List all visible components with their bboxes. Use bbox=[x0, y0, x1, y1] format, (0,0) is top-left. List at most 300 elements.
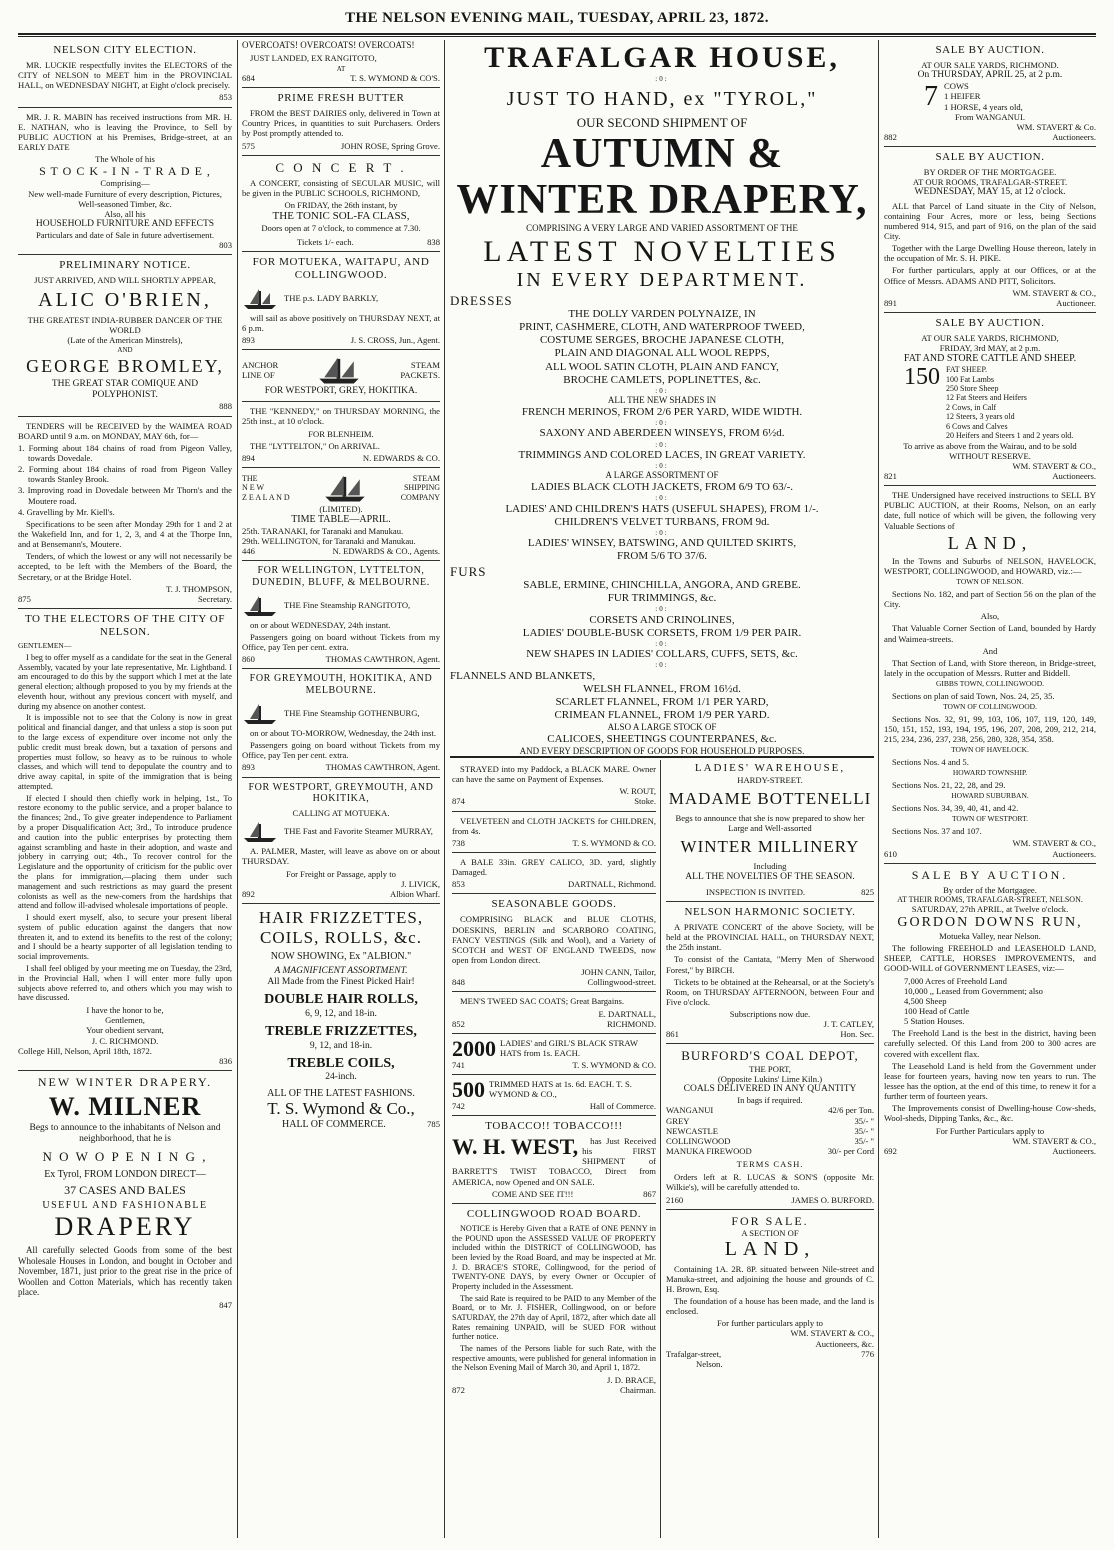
category-heading: DRESSES bbox=[450, 292, 513, 308]
price-row: NEWCASTLE 35/- " bbox=[666, 1125, 874, 1136]
ad-text: A. PALMER, Master, will leave as above on or about THURSDAY. bbox=[242, 846, 440, 867]
steamship-icon bbox=[242, 592, 278, 618]
masthead-rule bbox=[18, 33, 1096, 37]
ad-number: 893 bbox=[242, 334, 255, 345]
ad-line: PACKETS. bbox=[400, 370, 440, 381]
ad-title: NELSON HARMONIC SOCIETY. bbox=[684, 905, 856, 918]
ad-title: FOR MOTUEKA, WAITAPU, AND COLLINGWOOD. bbox=[252, 255, 430, 281]
ad-line: FRENCH MERINOS, FROM 2/6 PER YARD, WIDE WIDTH. bbox=[521, 406, 803, 419]
ad-line: STEAM bbox=[412, 473, 440, 483]
ad-line: SABLE, ERMINE, CHINCHILLA, ANGORA, AND GREBE. bbox=[523, 578, 801, 591]
ad-line: CRIMEAN FLANNEL, FROM 1/9 PER YARD. bbox=[554, 709, 770, 722]
ad-text: Sections Nos. 21, 22, 28, and 29. bbox=[892, 780, 1006, 791]
ad-line: COSTUME SERGES, BROCHE JAPANESE CLOTH, bbox=[539, 334, 785, 347]
ad-big-number: 2000 bbox=[452, 1035, 496, 1061]
ad-text: Orders left at R. LUCAS & SON'S (opposite Mr. Wilkie's), will be carefully attended to. bbox=[666, 1172, 874, 1193]
ad-line: THE GREATEST INDIA-RUBBER DANCER OF THE WORLD bbox=[27, 315, 223, 336]
ad-line: LADIES' DOUBLE-BUSK CORSETS, FROM 1/9 PER PAIR. bbox=[522, 626, 802, 639]
ad-line: JUST ARRIVED, AND WILL SHORTLY APPEAR, bbox=[34, 275, 216, 286]
ad-line: ANCHOR bbox=[242, 359, 279, 370]
ad-line: I have the honor to be, bbox=[86, 1005, 164, 1016]
separator: :0: bbox=[655, 440, 669, 449]
separator: :0: bbox=[655, 494, 669, 503]
ad-number: 874 bbox=[452, 796, 465, 807]
price-row: GREY 35/- " bbox=[666, 1115, 874, 1126]
ad-text: Tenders, of which the lowest or any will not necessarily be accepted, to be left with the Members of the Board, the Secretary, or at the Bridge Hotel. bbox=[18, 551, 232, 582]
separator: :0: bbox=[655, 605, 669, 614]
masthead: THE NELSON EVENING MAIL, TUESDAY, APRIL 23, 1872. bbox=[345, 10, 769, 26]
ad-line: COALS DELIVERED IN ANY QUANTITY bbox=[683, 1084, 857, 1095]
ad-heading: S T O C K - I N - T R A D E , bbox=[39, 164, 211, 179]
ad-subheading: GIBBS TOWN, COLLINGWOOD. bbox=[935, 679, 1045, 689]
ad-heading: FOR WESTPORT, GREY, HOKITIKA. bbox=[264, 386, 418, 397]
ad-heading: T. S. Wymond & Co., bbox=[267, 1099, 415, 1119]
ad-line: LINE OF bbox=[242, 370, 275, 381]
ad-signature: WM. STAVERT & CO., bbox=[790, 1328, 874, 1339]
ad-title: TOBACCO!! TOBACCO!!! bbox=[485, 1120, 623, 1133]
ad-signature: T. S. WYMOND & CO. bbox=[572, 1059, 656, 1070]
ad-heading: TREBLE COILS, bbox=[287, 1055, 395, 1071]
ad-line: TRIMMINGS AND COLORED LACES, IN GREAT VARIETY. bbox=[518, 448, 806, 461]
list-item: 1 HEIFER bbox=[944, 91, 981, 102]
column-divider bbox=[237, 40, 238, 1538]
ad-signature: JOHN CANN, Tailor, bbox=[581, 967, 656, 978]
ad-signature: Hon. Sec. bbox=[840, 1029, 874, 1040]
ad-text: Sections on plan of said Town, Nos. 24, 25, 35. bbox=[892, 691, 1055, 702]
ad-text: VELVETEEN and CLOTH JACKETS for CHILDREN, from 4s. bbox=[452, 815, 656, 836]
ad-number: 741 bbox=[452, 1059, 465, 1070]
ad-subheading: HOWARD TOWNSHIP. bbox=[952, 768, 1028, 778]
ad-line: WEDNESDAY, MAY 15, at 12 o'clock. bbox=[914, 187, 1066, 198]
ad-text: Specifications to be seen after Monday 29th for 1 and 2 at the Wakefield Inn, and for 1, 2, 3, and 4 at the Thorpe Inn, and at Bensemann's, Moutere. bbox=[18, 518, 232, 550]
list-item: 29th. WELLINGTON, for Taranaki and Manukau. bbox=[242, 536, 416, 547]
ad-number: 776 bbox=[861, 1348, 874, 1359]
ad-heading: IN EVERY DEPARTMENT. bbox=[516, 268, 808, 291]
list-item: 12 Steers, 3 years old bbox=[946, 412, 1015, 422]
ad-text: Sections Nos. 32, 91, 99, 103, 106, 107, 119, 120, 149, 150, 151, 152, 193, 194, 195, 196, 207, 208, 209, 212, 214, 215, 234, 236, 237, 238, 256, 280, 328, 354, 358. bbox=[884, 714, 1096, 745]
ad-signature: Auctioneers. bbox=[1052, 848, 1096, 859]
ad-text: LADIES' and GIRL'S BLACK STRAW HATS from 1s. EACH. bbox=[500, 1037, 638, 1058]
ad-title: C O N C E R T . bbox=[275, 159, 407, 175]
ad-line: NOW SHOWING, Ex "ALBION." bbox=[270, 951, 412, 963]
ad-line: THE bbox=[242, 473, 258, 483]
list-item: 20 Heifers and Steers 1 and 2 years old. bbox=[946, 431, 1074, 441]
ad-number: 785 bbox=[427, 1119, 440, 1130]
ad-line: AT bbox=[336, 64, 346, 73]
ad-subheading: TOWN OF HAVELOCK. bbox=[951, 745, 1029, 755]
ad-subheading: TOWN OF COLLINGWOOD. bbox=[943, 702, 1037, 712]
ad-line: Trafalgar-street, bbox=[666, 1348, 722, 1359]
ad-line: For further particulars apply to bbox=[717, 1318, 823, 1329]
ad-heading: HAIR FRIZZETTES, bbox=[258, 908, 424, 928]
ad-line: THE Fine Steamship RANGITOTO, bbox=[284, 599, 411, 610]
ad-text: The Improvements consist of Dwelling-house Cow-sheds, Wool-sheds, Dipping Tanks, &c., &c. bbox=[884, 1103, 1096, 1124]
ad-number: 446 bbox=[242, 546, 255, 557]
list-item: 25th. TARANAKI, for Taranaki and Manukau. bbox=[242, 525, 404, 536]
ad-title: SEASONABLE GOODS. bbox=[491, 898, 617, 911]
ad-number: 610 bbox=[884, 848, 897, 859]
ad-heading: AUTUMN & WINTER DRAPERY, bbox=[456, 130, 868, 223]
ad-heading: HOUSEHOLD FURNITURE AND EFFECTS bbox=[35, 218, 215, 229]
ad-number: 575 bbox=[242, 140, 255, 151]
ad-heading: W. H. WEST, bbox=[452, 1134, 579, 1160]
ad-line: WITHOUT RESERVE. bbox=[949, 450, 1031, 461]
ad-line: Doors open at 7 o'clock, to commence at 7.30. bbox=[261, 223, 421, 234]
ad-signature: Auctioneers, &c. bbox=[815, 1338, 874, 1349]
ad-line: ALL THE NEW SHADES IN bbox=[607, 395, 717, 406]
ad-number: 738 bbox=[452, 837, 465, 848]
ad-number: 852 bbox=[452, 1018, 465, 1029]
ad-number: 853 bbox=[219, 92, 232, 103]
ad-signature: Stoke. bbox=[634, 796, 656, 807]
ad-signature: Auctioneers. bbox=[1052, 1145, 1096, 1156]
ad-line: SATURDAY, 27th APRIL, at Twelve o'clock. bbox=[911, 904, 1069, 915]
steamship-icon bbox=[322, 472, 368, 504]
ad-line: College Hill, Nelson, April 18th, 1872. bbox=[18, 1045, 152, 1056]
ad-number: 803 bbox=[219, 240, 232, 251]
ad-line: 6, 9, 12, and 18-in. bbox=[305, 1008, 377, 1019]
ad-text: Sections Nos. 4 and 5. bbox=[892, 757, 969, 768]
ad-line: (Late of the American Minstrels), bbox=[67, 335, 183, 346]
list-item: 4,500 Sheep bbox=[904, 995, 947, 1006]
ad-subheading: TOWN OF WESTPORT. bbox=[951, 814, 1028, 824]
trafalgar-house-ad bbox=[450, 40, 874, 754]
ad-number: 848 bbox=[452, 977, 465, 988]
ad-heading: GORDON DOWNS RUN, bbox=[897, 914, 1083, 930]
ad-line: THE DOLLY VARDEN POLYNAIZE, IN bbox=[568, 307, 756, 320]
ad-line: A MAGNIFICENT ASSORTMENT. bbox=[274, 965, 408, 976]
ad-title: SALE BY AUCTION. bbox=[911, 867, 1069, 882]
column-2 bbox=[242, 40, 440, 1540]
ad-line: A LARGE ASSORTMENT OF bbox=[605, 470, 719, 481]
price-row: MANUKA FIREWOOD 30/- per Cord bbox=[666, 1146, 874, 1156]
ad-text: It is impossible not to see that the Colony is now in great political and financial danger, and that unless a stop is soon put to the large excess of expenditure over income not only the public credit must break down, but a taxation of persons and properties must follow, so heavy as to be ruinous to whole classes, and which will tend to depopulate the country and to drive away capital, in spite of the immigration that is being attempted. bbox=[18, 713, 232, 791]
ad-subheading: TOWN OF NELSON. bbox=[956, 577, 1024, 587]
ad-heading: DRAPERY bbox=[54, 1212, 196, 1242]
list-item: 100 Head of Cattle bbox=[904, 1006, 970, 1017]
ad-line: THE p.s. LADY BARKLY, bbox=[284, 292, 379, 303]
ad-line: ALL THE NOVELTIES OF THE SEASON. bbox=[685, 871, 855, 882]
ad-line: AT OUR SALE YARDS, RICHMOND, bbox=[921, 332, 1059, 343]
ad-line: USEFUL AND FASHIONABLE bbox=[42, 1200, 208, 1212]
ad-signature: J. D. BRACE, bbox=[607, 1374, 656, 1385]
ad-line: Including bbox=[753, 861, 787, 872]
ad-heading: WINTER MILLINERY bbox=[680, 837, 860, 857]
ad-text: The foundation of a house has been made, and the land is enclosed. bbox=[666, 1296, 874, 1317]
ad-heading: LAND, bbox=[947, 532, 1033, 553]
ad-signature: Secretary. bbox=[197, 593, 232, 604]
ad-line: CALLING AT MOTUEKA. bbox=[292, 808, 390, 819]
ad-text: The following FREEHOLD and LEASEHOLD LAND, SHEEP, CATTLE, HORSES IMPROVEMENTS, and GOOD-WILL of GOVERNMENT LEASES, viz:— bbox=[884, 943, 1096, 974]
ad-text: I beg to offer myself as a candidate for the seat in the General Assembly, vacated by your late representative, Mr. Lightband. I am encouraged to do this by the support which I met at the late general election; although proposed to you by my friends at the eleventh hour, without any previous concert with myself, and during my absence on another contest. bbox=[18, 652, 232, 711]
ad-number: 894 bbox=[242, 452, 255, 463]
ad-line: LADIES' AND CHILDREN'S HATS (USEFUL SHAPES), FROM 1/-. bbox=[505, 502, 819, 515]
ad-text: Sections Nos. 34, 39, 40, 41, and 42. bbox=[892, 803, 1019, 814]
ad-text: The said Rate is required to be PAID to any Member of the Board, or to Mr. J. FISHER, Collingwood, on or before SATURDAY, the 27th day of April, 1872, after which date all Rates remaining UNPAID, will be SUED FOR without further notice. bbox=[452, 1293, 656, 1342]
ad-signature: JOHN ROSE, Spring Grove. bbox=[340, 140, 440, 151]
ad-number: 821 bbox=[884, 470, 897, 481]
ad-line: AND bbox=[117, 345, 133, 354]
ad-text: THE "LYTTELTON," On ARRIVAL. bbox=[250, 440, 380, 451]
ad-line: COMPRISING A VERY LARGE AND VARIED ASSORTMENT OF THE bbox=[526, 222, 798, 233]
ad-signature: T. J. THOMPSON, bbox=[166, 583, 232, 594]
ad-line: On THURSDAY, APRIL 25, at 2 p.m. bbox=[917, 70, 1063, 81]
ad-number: 872 bbox=[452, 1385, 465, 1396]
ad-line: Nelson. bbox=[696, 1358, 723, 1369]
section-rule bbox=[450, 756, 874, 758]
ad-line: LADIES' WINSEY, BATSWING, AND QUILTED SKIRTS, bbox=[527, 537, 797, 550]
ad-line: A SECTION OF bbox=[741, 1227, 799, 1238]
ad-signature: Auctioneers. bbox=[1052, 470, 1096, 481]
ad-title: FOR WESTPORT, GREYMOUTH, AND HOKITIKA, bbox=[248, 781, 434, 805]
list-item: COWS bbox=[944, 81, 969, 92]
ad-signature: DARTNALL, Richmond. bbox=[567, 879, 656, 890]
ad-line: AND EVERY DESCRIPTION OF GOODS FOR HOUSEHOLD PURPOSES. bbox=[519, 746, 805, 754]
list-item: 250 Store Sheep bbox=[946, 383, 999, 393]
ad-line: THE Fast and Favorite Steamer MURRAY, bbox=[284, 826, 433, 837]
ad-heading: FOR BLENHEIM. bbox=[308, 428, 374, 439]
ad-text: on or about WEDNESDAY, 24th instant. bbox=[250, 619, 391, 630]
ad-number: 893 bbox=[242, 762, 255, 773]
ad-text: Sections Nos. 37 and 107. bbox=[892, 826, 982, 837]
ad-text: STRAYED into my Paddock, a BLACK MARE. Owner can have the same on Payment of Expenses. bbox=[452, 764, 656, 785]
ad-number: 847 bbox=[219, 1299, 232, 1310]
ad-title: FOR GREYMOUTH, HOKITIKA, AND MELBOURNE. bbox=[249, 673, 433, 697]
ad-line: GENTLEMEN— bbox=[18, 640, 72, 650]
ad-number: 742 bbox=[452, 1100, 465, 1111]
ad-text: TRIMMED HATS at 1s. 6d. EACH. T. S. WYMOND & CO., bbox=[489, 1078, 632, 1100]
ad-text: Passengers going on board without Tickets from my Office, pay Ten per cent. extra. bbox=[242, 740, 440, 761]
ad-number: 867 bbox=[643, 1188, 656, 1199]
ad-line: THE PORT, bbox=[749, 1063, 791, 1074]
ad-line: CALICOES, SHEETINGS COUNTERPANES, &c. bbox=[547, 733, 777, 746]
ad-signature: WM. STAVERT & CO., bbox=[1012, 460, 1096, 471]
ad-line: Particulars and date of Sale in future advertisement. bbox=[35, 230, 215, 241]
list-item: FAT SHEEP. bbox=[946, 365, 988, 375]
list-item: 6 Cows and Calves bbox=[946, 421, 1008, 431]
ad-line: To arrive as above from the Wairau, and to be sold bbox=[903, 440, 1077, 451]
ad-text: will sail as above positively on THURSDAY NEXT, at 6 p.m. bbox=[242, 312, 440, 333]
ad-number: 825 bbox=[861, 886, 874, 897]
ad-title: FOR SALE. bbox=[731, 1213, 809, 1228]
ad-line: SAXONY AND ABERDEEN WINSEYS, FROM 6½d. bbox=[539, 427, 785, 440]
ad-text: The Freehold Land is the best in the district, having been carefully selected. Of this Land from 200 to 300 acres are covered with excellent flax. bbox=[884, 1028, 1096, 1059]
ad-text: TENDERS will be RECEIVED by the WAIMEA ROAD BOARD until 9 a.m. on MONDAY, MAY 6th, for— bbox=[18, 420, 232, 441]
ad-line: 9, 12, and 18-in. bbox=[309, 1040, 373, 1051]
ad-signature: Auctioneers. bbox=[1052, 132, 1096, 143]
ad-line: (LIMITED). bbox=[319, 503, 363, 514]
list-item: 2 Cows, in Calf bbox=[946, 402, 997, 412]
ad-text: JUST LANDED, EX RANGITOTO, bbox=[250, 52, 377, 63]
ad-text: MEN'S TWEED SAC COATS; Great Bargains. bbox=[460, 996, 625, 1007]
price-row: WANGANUI 42/6 per Ton. bbox=[666, 1105, 874, 1116]
separator: :0: bbox=[655, 386, 669, 395]
ad-line: Also, bbox=[980, 611, 1000, 622]
ad-heading: JUST TO HAND, ex "TYROL," bbox=[506, 87, 818, 110]
ad-text: on or about TO-MORROW, Wednesday, the 24th inst. bbox=[250, 728, 437, 739]
ad-signature: E. DARTNALL, bbox=[598, 1008, 656, 1019]
ad-number: 838 bbox=[427, 236, 440, 247]
column-1 bbox=[18, 40, 232, 1540]
ad-line: Motueka Valley, near Nelson. bbox=[939, 931, 1041, 942]
ad-number: 684 bbox=[242, 73, 255, 83]
ad-heading: N O W O P E N I N G , bbox=[42, 1149, 208, 1165]
ad-line: AT THEIR ROOMS, TRAFALGAR-STREET, NELSON. bbox=[897, 894, 1083, 904]
ad-line: BROCHE CAMLETS, POPLINETTES, &c. bbox=[563, 373, 761, 386]
ad-line: SCARLET FLANNEL, FROM 1/1 PER YARD, bbox=[555, 695, 769, 708]
ad-line: Gentlemen, bbox=[105, 1015, 145, 1026]
ad-signature: THOMAS CAWTHRON, Agent. bbox=[325, 762, 440, 773]
ad-number: 892 bbox=[242, 888, 255, 899]
ad-line: SHIPPING bbox=[403, 483, 440, 493]
ad-title: NELSON CITY ELECTION. bbox=[53, 44, 197, 56]
ad-line: N E W bbox=[242, 483, 265, 493]
ad-text: Together with the Large Dwelling House thereon, lately in the occupation of Mr. S. H. PIKE. bbox=[884, 243, 1096, 264]
separator: :0: bbox=[655, 419, 669, 428]
ad-text: FROM the BEST DAIRIES only, delivered in Town at Country Prices, in quantities to suit Purchasers. Orders by Post promptly attended to. bbox=[242, 108, 440, 139]
ad-text: That Section of Land, with Store thereon, in Bridge-street, lately in the occupation of Messrs. Rutter and Biddell. bbox=[884, 657, 1096, 679]
ad-signature: THOMAS CAWTHRON, Agent. bbox=[325, 654, 440, 665]
ad-number: 891 bbox=[884, 297, 897, 308]
ad-big-number: 150 bbox=[904, 364, 940, 391]
ad-text: In the Towns and Suburbs of NELSON, HAVELOCK, WESTPORT, COLLINGWOOD, and HOWARD, viz.:— bbox=[884, 555, 1096, 577]
ad-text: The names of the Persons liable for such Rate, with the respective amounts, were published for general information in the Nelson Evening Mail of March 30, and April 1, 1872. bbox=[452, 1343, 656, 1373]
ad-big-number: 7 bbox=[924, 80, 938, 112]
ad-number: 692 bbox=[884, 1145, 897, 1156]
ad-text: To consist of the Cantata, "Merry Men of Sherwood Forest," by BIRCH. bbox=[666, 954, 874, 975]
ad-text: A CONCERT, consisting of SECULAR MUSIC, will be given in the PUBLIC SCHOOLS, RICHMOND, bbox=[242, 178, 440, 199]
ad-line: New well-made Furniture of every description, Pictures, Well-seasoned Timber, &c. bbox=[28, 188, 222, 209]
ad-heading: FAT AND STORE CATTLE AND SHEEP. bbox=[903, 353, 1077, 365]
ad-line: Comprising— bbox=[100, 178, 150, 189]
list-item: 2. Forming about 184 chains of road from Pigeon Valley towards Stanley Brook. bbox=[18, 464, 232, 485]
ad-line: FRIDAY, 3rd MAY, at 2 p.m. bbox=[939, 343, 1041, 354]
ad-title: TRAFALGAR HOUSE, bbox=[484, 41, 840, 74]
separator: :0: bbox=[655, 528, 669, 537]
ad-line: THE GREAT STAR COMIQUE AND POLYPHONIST. bbox=[51, 379, 199, 401]
list-item: 1 HORSE, 4 years old, bbox=[944, 101, 1023, 112]
ad-line: For Further Particulars apply to bbox=[935, 1125, 1045, 1136]
ad-heading: 37 CASES AND BALES bbox=[64, 1183, 186, 1198]
ad-heading: MADAME BOTTENELLI bbox=[668, 789, 872, 809]
ad-title: SALE BY AUCTION. bbox=[935, 44, 1045, 56]
ad-number: 875 bbox=[18, 593, 31, 604]
ad-text: COMPRISING BLACK and BLUE CLOTHS, DOESKINS, BERLIN and SCARBORO COATING, FANCY VESTINGS (Silk and Wool), and a Variety of SCOTCH and WEST OF ENGLAND TWEEDS, now open from London direct. bbox=[452, 914, 656, 965]
ad-line: FLANNELS AND BLANKETS, bbox=[450, 669, 596, 682]
ad-signature: Hall of Commerce. bbox=[589, 1100, 656, 1111]
ad-line: Ex Tyrol, FROM LONDON DIRECT— bbox=[44, 1168, 206, 1180]
column-3 bbox=[452, 762, 656, 1540]
ad-text: THE "KENNEDY," on THURSDAY MORNING, the 25th inst., at 10 o'clock. bbox=[242, 406, 440, 427]
ad-line: PLAIN AND DIAGONAL ALL WOOL REPPS, bbox=[554, 347, 770, 360]
ad-number: 888 bbox=[219, 401, 232, 412]
ad-signature: T. S. WYMOND & CO. bbox=[572, 837, 656, 848]
ad-heading: GEORGE BROMLEY, bbox=[26, 355, 224, 376]
ad-title: TO THE ELECTORS OF THE CITY OF NELSON. bbox=[24, 612, 226, 638]
ad-line: And bbox=[982, 645, 998, 656]
ad-heading: LATEST NOVELTIES bbox=[483, 234, 841, 268]
ad-signature: N. EDWARDS & CO., Agents. bbox=[332, 546, 440, 557]
ad-text: If elected I should then chiefly work in helping, 1st., To restore economy to the public service, and a proper balance to the finances; 2nd., To give greater independence to Parliament by a proper Disqualification Act; 3rd., To introduce prudence and caution into the public enterprises by protecting them against scrambling and haste in their adoption, and waste and jobbery in carrying out; 4th., To recover control for the Legislature and the opportunity of criticism for the public over the plans for immigration,—placing them under such management and such restrictions as may guard the present colonists as well as the new-comers from the hardships that attend and follow ill-advised wholesale importations of people. bbox=[18, 793, 232, 911]
ad-line: ALL OF THE LATEST FASHIONS. bbox=[267, 1087, 415, 1099]
ad-line: Z E A L A N D bbox=[242, 492, 290, 502]
ad-text: has Just Received his FIRST SHIPMENT of BARRETT'S TWIST TOBACCO, Direct from AMERICA, now Opened and ON SALE. bbox=[452, 1136, 656, 1187]
ad-number: 2160 bbox=[666, 1194, 684, 1205]
ad-line: WELSH FLANNEL, FROM 16½d. bbox=[583, 682, 741, 695]
column-divider bbox=[660, 760, 661, 1538]
ad-line: Your obedient servant, bbox=[86, 1025, 164, 1036]
category-heading: FURS bbox=[450, 563, 487, 579]
ad-big-number: 500 bbox=[452, 1076, 485, 1102]
ad-line: In bags if required. bbox=[737, 1095, 803, 1106]
ad-line: HARDY-STREET. bbox=[737, 774, 803, 785]
column-divider bbox=[444, 40, 445, 1538]
ad-signature: W. ROUT, bbox=[619, 786, 656, 797]
ad-text: A PRIVATE CONCERT of the above Society, will be held at the PROVINCIAL HALL, on THURSDAY NEXT, the 25th instant. bbox=[666, 921, 874, 953]
ad-line: 24-inch. bbox=[325, 1072, 357, 1083]
ad-signature: J. S. CROSS, Jun., Agent. bbox=[350, 334, 440, 345]
ad-line: THE Fine Steamship GOTHENBURG, bbox=[284, 707, 420, 718]
ad-line: TERMS CASH. bbox=[736, 1159, 804, 1170]
ad-line: AT OUR SALE YARDS, RICHMOND. bbox=[921, 59, 1059, 70]
ad-title: SALE BY AUCTION. bbox=[935, 317, 1045, 330]
ad-line: Also, all his bbox=[104, 208, 146, 219]
ad-number: 882 bbox=[884, 132, 897, 143]
ad-line: PRINT, CASHMERE, CLOTH, AND WATERPROOF TWEED, bbox=[519, 321, 805, 334]
ad-line: From WANGANUI. bbox=[954, 111, 1026, 122]
list-item: 1. Forming about 184 chains of road from Pigeon Valley, towards Dovedale. bbox=[18, 442, 232, 464]
steamship-icon bbox=[242, 818, 278, 844]
ad-text: I shall feel obliged by your meeting me on Tuesday, the 23rd, in the Provincial Hall, when I will enter more fully upon subjects above referred to, and others which you may wish to have discussed. bbox=[18, 963, 232, 1003]
ad-text: A BALE 33in. GREY CALICO, 3D. yard, slightly Damaged. bbox=[452, 856, 656, 878]
ad-line: (Opposite Lukins' Lime Kiln.) bbox=[717, 1073, 823, 1084]
ad-number: 836 bbox=[219, 1055, 232, 1066]
ad-text: All carefully selected Goods from some of the best Wholesale Houses in London, and bought in October and November, 1871, just prior to the great rise in the price of Woollen and Cotton Materials, which has recently taken place. bbox=[18, 1244, 232, 1298]
ad-text: That Valuable Corner Section of Land, bounded by Hardy and Waimea-streets. bbox=[884, 623, 1096, 644]
ad-text: The Leasehold Land is held from the Government under lease for fourteen years, having now ten years to run. The lessee has the option, at the end of this time, to renew it for a further term of fourteen years. bbox=[884, 1060, 1096, 1102]
ad-signature: WM. STAVERT & CO., bbox=[1012, 287, 1096, 298]
ad-text: THE Undersigned have received instructions to SELL BY PUBLIC AUCTION, at their Rooms, Nelson, on an early date, full notice of which will be given, the following very Valuable Sections of bbox=[884, 490, 1096, 531]
ad-title: SALE BY AUCTION. bbox=[935, 151, 1045, 164]
ad-signature: N. EDWARDS & CO. bbox=[362, 452, 440, 463]
ad-line: INSPECTION IS INVITED. bbox=[706, 886, 806, 897]
ad-text: Containing 1A. 2R. 8P. situated between Nile-street and Manuka-street, and adjoining the house and grounds of C. H. Brown, Esq. bbox=[666, 1263, 874, 1294]
list-item: 10,000 ,, Leased from Government; also bbox=[904, 985, 1043, 996]
steamship-icon bbox=[316, 354, 362, 386]
steamship-icon bbox=[242, 285, 278, 311]
separator: :0: bbox=[655, 639, 669, 648]
list-item: 4. Gravelling by Mr. Kiell's. bbox=[18, 506, 115, 517]
ad-signature: Auctioneer. bbox=[1056, 297, 1096, 308]
ad-line: OUR SECOND SHIPMENT OF bbox=[576, 115, 748, 131]
ad-number: 860 bbox=[242, 654, 255, 665]
ad-line: FROM 5/6 TO 37/6. bbox=[616, 550, 708, 563]
ad-heading: TREBLE FRIZZETTES, bbox=[265, 1024, 417, 1040]
ad-title: LADIES' WAREHOUSE, bbox=[694, 762, 846, 774]
ad-line: Subscriptions now due. bbox=[729, 1009, 811, 1020]
ad-signature: JAMES O. BURFORD. bbox=[791, 1194, 874, 1205]
ad-text: Passengers going on board without Tickets from my Office, pay Ten per cent. extra. bbox=[242, 632, 440, 653]
column-4 bbox=[666, 762, 874, 1540]
ad-text: I should exert myself, also, to secure your present liberal system of public education against the dangers that now threaten it, and to extend its benefits to the rest of the colony; and I should be a hearty supporter of all legislation tending to social improvements. bbox=[18, 913, 232, 962]
ad-line: For Freight or Passage, apply to bbox=[286, 868, 396, 879]
ad-line: ALL WOOL SATIN CLOTH, PLAIN AND FANCY, bbox=[545, 360, 779, 373]
ad-text: NOTICE is Hereby Given that a RATE of ONE PENNY in the POUND upon the ASSESSED VALUE OF PROPERTY included within the DISTRICT of COLLINGWOOD, has been levied by the Road Board, and may be inspected at Mr. J. D. BRACE'S STORE, Collingwood, for the period of TWENTY-ONE DAYS, by every Owner or Occupier of Property included in the Assessment. bbox=[452, 1223, 656, 1291]
price-row: COLLINGWOOD 35/- " bbox=[666, 1135, 874, 1146]
ad-signature: Chairman. bbox=[619, 1385, 656, 1396]
ad-line: CHILDREN'S VELVET TURBANS, FROM 9d. bbox=[554, 515, 770, 528]
ad-title: FOR WELLINGTON, LYTTELTON, DUNEDIN, BLUFF, & MELBOURNE. bbox=[252, 565, 430, 589]
